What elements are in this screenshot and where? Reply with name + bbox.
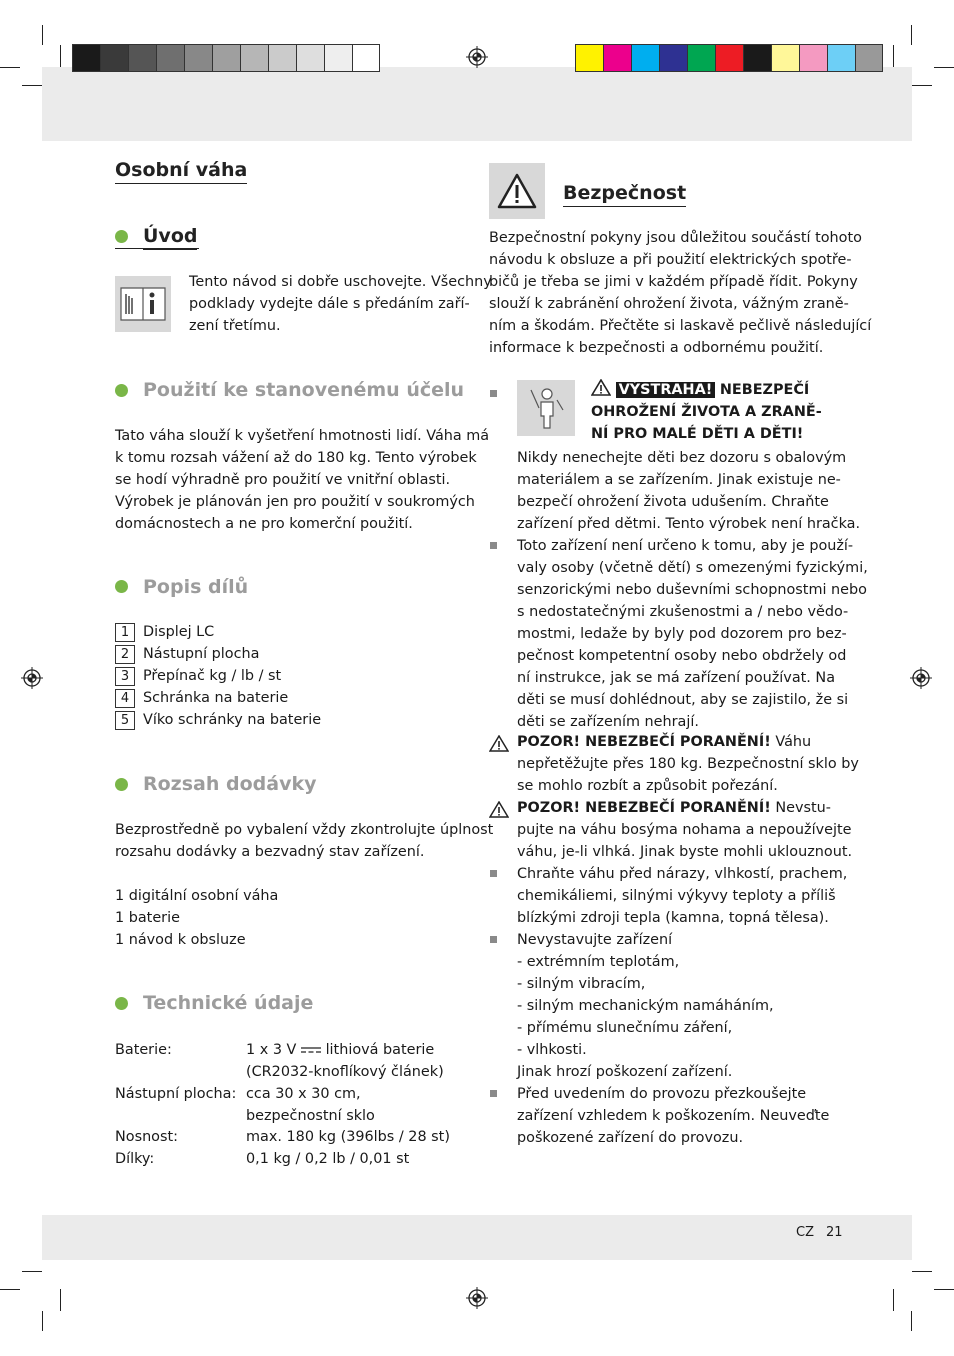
- warning-triangle-icon: [489, 163, 545, 219]
- list-bullet: [490, 1090, 497, 1097]
- page-number: 21: [826, 1225, 843, 1240]
- parts-heading: Popis dílů: [143, 576, 249, 598]
- list-bullet: [490, 542, 497, 549]
- bullet-dot: [115, 230, 128, 243]
- bullet-dot: [115, 997, 128, 1010]
- registration-mark-icon: [21, 667, 43, 689]
- manual-info-icon: [115, 276, 171, 332]
- bullet-dot: [115, 384, 128, 397]
- list-bullet: [490, 870, 497, 877]
- registration-mark-icon: [466, 46, 488, 68]
- bullet-dot: [115, 778, 128, 791]
- warning-icon: [591, 379, 611, 396]
- safety-heading: Bezpečnost: [563, 181, 686, 205]
- top-band: [42, 67, 912, 141]
- dc-symbol-icon: [301, 1046, 321, 1054]
- child-warning-icon: [517, 380, 575, 436]
- caution-icon: [489, 735, 509, 752]
- bottom-band: [42, 1215, 912, 1260]
- tech-heading: Technické údaje: [143, 992, 314, 1014]
- registration-mark-icon: [466, 1287, 488, 1309]
- list-bullet: [490, 390, 497, 397]
- use-heading: Použití ke stanovenému účelu: [143, 379, 465, 401]
- delivery-heading: Rozsah dodávky: [143, 773, 317, 795]
- footer-lang: CZ: [796, 1225, 814, 1240]
- intro-underline: [115, 248, 199, 249]
- caution-icon: [489, 801, 509, 818]
- registration-mark-icon: [910, 667, 932, 689]
- bullet-dot: [115, 580, 128, 593]
- list-bullet: [490, 936, 497, 943]
- intro-heading: Úvod: [143, 224, 197, 248]
- page-title: Osobní váha: [115, 158, 247, 182]
